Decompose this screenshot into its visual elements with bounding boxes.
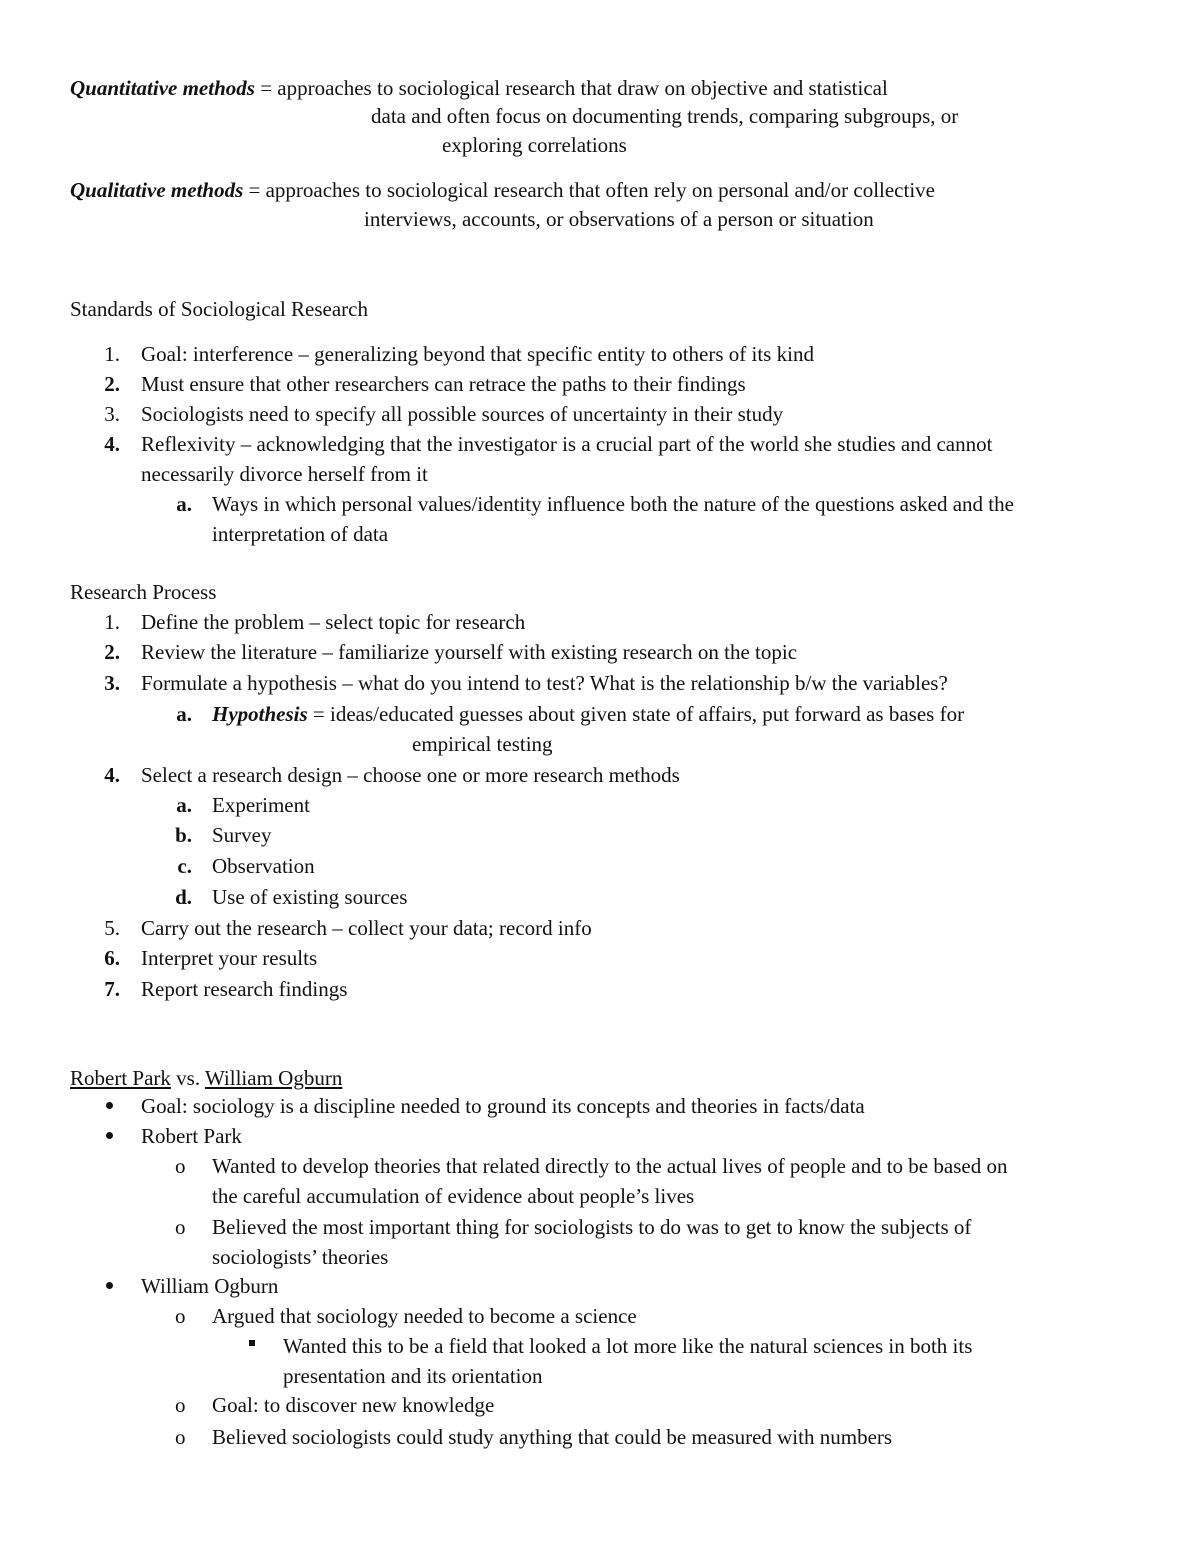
standards-item-4a-line-1: Ways in which personal values/identity influence both the nature of the questions asked and the (212, 492, 1014, 516)
quantitative-definition-line-3: exploring correlations (442, 133, 627, 157)
standards-heading: Standards of Sociological Research (70, 297, 368, 321)
hypothesis-definition: Hypothesis = ideas/educated guesses about given state of affairs, put forward as bases for (212, 702, 965, 726)
park-ogburn-goal: Goal: sociology is a discipline needed to ground its concepts and theories in facts/data (141, 1094, 865, 1118)
park-point-2-line-2: sociologists’ theories (212, 1245, 389, 1269)
standards-item-3: Sociologists need to specify all possible sources of uncertainty in their study (141, 402, 784, 426)
quantitative-definition-line-1: approaches to sociological research that draw on objective and statistical (277, 76, 888, 100)
hollow-bullet: o (175, 1304, 186, 1328)
hollow-bullet: o (175, 1215, 186, 1239)
process-heading: Research Process (70, 580, 217, 604)
quantitative-definition: Quantitative methods = approaches to sociological research that draw on objective and statistical (70, 76, 888, 100)
process-marker-5: 5. (104, 916, 120, 940)
standards-item-2: Must ensure that other researchers can retrace the paths to their findings (141, 372, 746, 396)
process-step-2: Review the literature – familiarize yourself with existing research on the topic (141, 640, 798, 664)
research-method-existing-sources: Use of existing sources (212, 885, 408, 909)
quantitative-definition-line-2: data and often focus on documenting trends, comparing subgroups, or (371, 104, 959, 128)
process-marker-4b: b. (175, 823, 192, 847)
process-marker-2: 2. (104, 640, 120, 664)
process-marker-4c: c. (177, 854, 192, 878)
heading-robert-park: Robert Park (70, 1066, 171, 1090)
hollow-bullet: o (175, 1154, 186, 1178)
process-marker-7: 7. (104, 977, 120, 1001)
qualitative-definition-line-1: approaches to sociological research that often rely on personal and/or collective (265, 178, 935, 202)
process-marker-6: 6. (104, 946, 120, 970)
standards-marker-3: 3. (104, 402, 120, 426)
standards-item-4a-line-2: interpretation of data (212, 522, 389, 546)
qualitative-definition: Qualitative methods = approaches to sociological research that often rely on personal and/or collective (70, 178, 935, 202)
quantitative-term: Quantitative methods (70, 76, 255, 100)
process-marker-4: 4. (104, 763, 120, 787)
process-step-6: Interpret your results (141, 946, 318, 970)
process-step-1: Define the problem – select topic for research (141, 610, 526, 634)
standards-marker-2: 2. (104, 372, 120, 396)
process-marker-3a: a. (176, 702, 192, 726)
hollow-bullet: o (175, 1393, 186, 1417)
william-ogburn-label: William Ogburn (141, 1274, 279, 1298)
standards-marker-4: 4. (104, 432, 120, 456)
process-step-5: Carry out the research – collect your data; record info (141, 916, 592, 940)
standards-item-1: Goal: interference – generalizing beyond that specific entity to others of its kind (141, 342, 814, 366)
process-step-4: Select a research design – choose one or more research methods (141, 763, 680, 787)
park-point-2-line-1: Believed the most important thing for sociologists to do was to get to know the subjects of (212, 1215, 972, 1239)
park-point-1-line-1: Wanted to develop theories that related directly to the actual lives of people and to be based on (212, 1154, 1008, 1178)
standards-item-4-line-2: necessarily divorce herself from it (141, 462, 428, 486)
ogburn-point-3: Believed sociologists could study anything that could be measured with numbers (212, 1425, 893, 1449)
hypothesis-definition-line-2: empirical testing (412, 732, 553, 756)
qualitative-term: Qualitative methods (70, 178, 244, 202)
process-marker-3: 3. (104, 671, 120, 695)
hypothesis-definition-line-1: ideas/educated guesses about given state of affairs, put forward as bases for (330, 702, 965, 726)
bullet-icon (106, 1132, 113, 1139)
research-method-survey: Survey (212, 823, 272, 847)
ogburn-point-2: Goal: to discover new knowledge (212, 1393, 495, 1417)
heading-william-ogburn: William Ogburn (204, 1066, 343, 1090)
park-point-1-line-2: the careful accumulation of evidence about people’s lives (212, 1184, 695, 1208)
process-marker-1: 1. (104, 610, 120, 634)
bullet-icon (106, 1282, 113, 1289)
square-bullet-icon (249, 1340, 255, 1346)
process-marker-4d: d. (175, 885, 192, 909)
qualitative-definition-line-2: interviews, accounts, or observations of a person or situation (364, 207, 874, 231)
research-method-observation: Observation (212, 854, 315, 878)
bullet-icon (106, 1102, 113, 1109)
robert-park-label: Robert Park (141, 1124, 242, 1148)
standards-item-4-line-1: Reflexivity – acknowledging that the investigator is a crucial part of the world she studies and cannot (141, 432, 993, 456)
standards-marker-1: 1. (104, 342, 120, 366)
process-marker-4a: a. (176, 793, 192, 817)
ogburn-subpoint-line-1: Wanted this to be a field that looked a lot more like the natural sciences in both its (283, 1334, 973, 1358)
hollow-bullet: o (175, 1425, 186, 1449)
process-step-3: Formulate a hypothesis – what do you intend to test? What is the relationship b/w the variables? (141, 671, 948, 695)
ogburn-point-1: Argued that sociology needed to become a science (212, 1304, 637, 1328)
standards-marker-4a: a. (176, 492, 192, 516)
research-method-experiment: Experiment (212, 793, 310, 817)
process-step-7: Report research findings (141, 977, 348, 1001)
ogburn-subpoint-line-2: presentation and its orientation (283, 1364, 543, 1388)
park-vs-ogburn-heading: Robert Park vs. William Ogburn (70, 1066, 343, 1090)
hypothesis-term: Hypothesis (212, 702, 308, 726)
